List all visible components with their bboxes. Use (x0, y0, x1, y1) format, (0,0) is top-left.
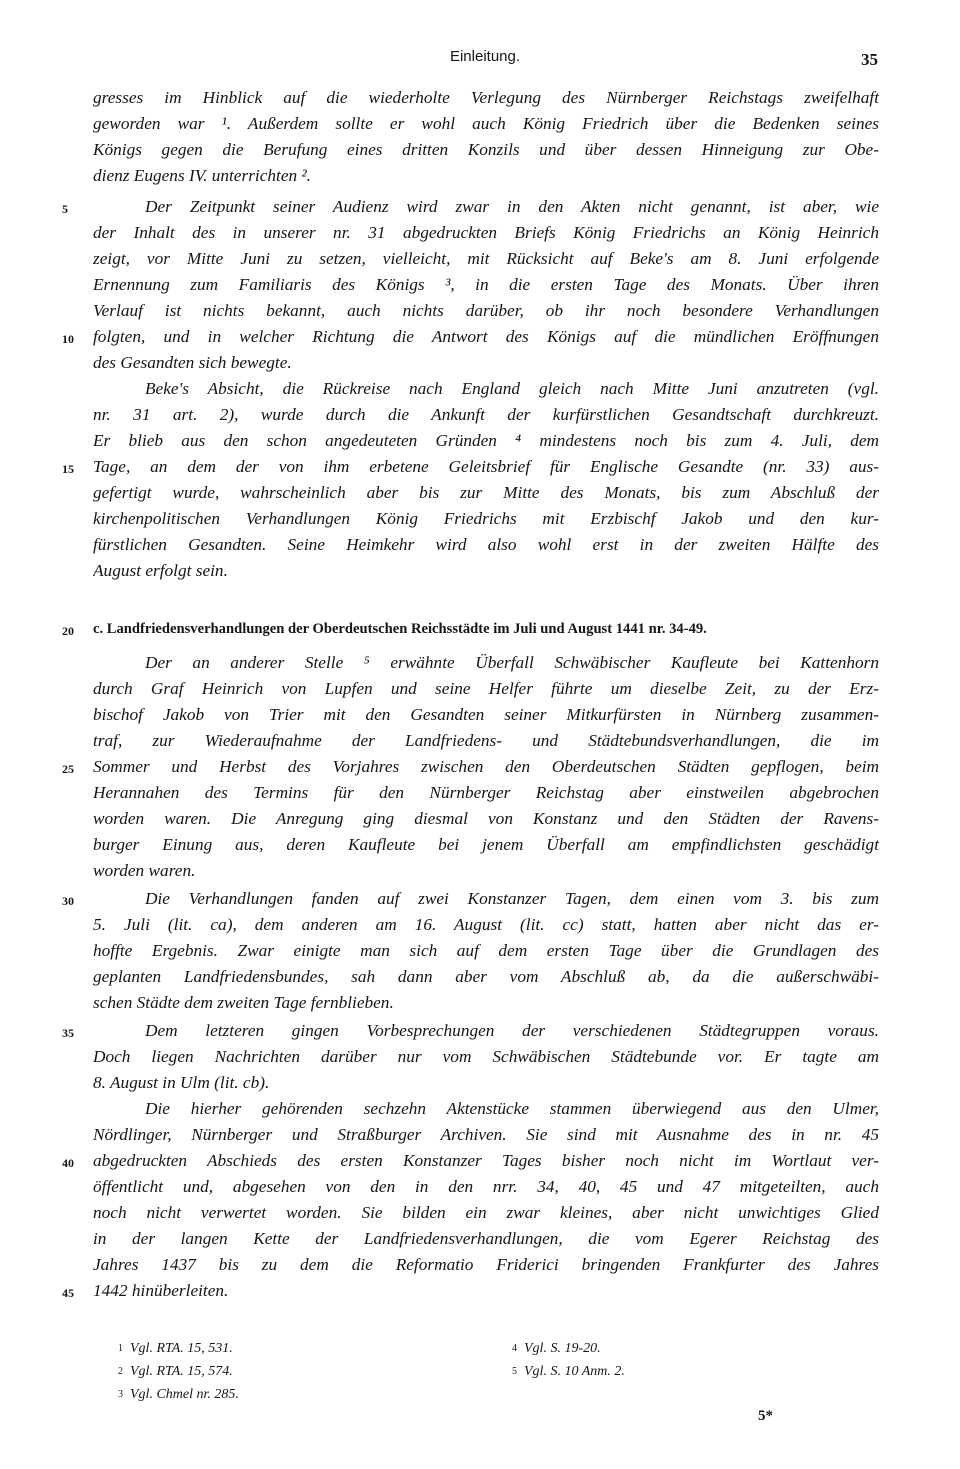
text-line: des Gesandten sich bewegte. (93, 353, 292, 372)
text-line: geplanten Landfriedensbundes, sah dann aber vom Abschluß ab, da die außerschwäbi- (93, 967, 879, 986)
text-line: geworden war ¹. Außerdem sollte er wohl auch König Friedrich über die Bedenken seines (93, 114, 879, 133)
line-number: 20 (62, 624, 74, 638)
footnote-text: Vgl. S. 19-20. (524, 1341, 601, 1356)
line-number: 30 (62, 894, 74, 908)
text-line: dienz Eugens IV. unterrichten ². (93, 166, 311, 185)
text-line: bischof Jakob von Trier mit den Gesandten seiner Mitkurfürsten in Nürnberg zusammen- (93, 705, 879, 724)
text-line: Dem letzteren gingen Vorbesprechungen der verschiedenen Städtegruppen voraus. (145, 1021, 879, 1040)
text-line: Der an anderer Stelle ⁵ erwähnte Überfall Schwäbischer Kaufleute bei Kattenhorn (145, 653, 879, 672)
footnote-mark: 4 (512, 1343, 517, 1354)
page-header (90, 46, 880, 70)
section-heading: c. Landfriedensverhandlungen der Oberdeutschen Reichsstädte im Juli und August 1441 nr. 34-49. (93, 621, 707, 637)
text-line: worden waren. (93, 861, 196, 880)
footnote (118, 1339, 233, 1359)
text-line: folgten, und in welcher Richtung die Antwort des Königs auf die mündlichen Eröffnungen (93, 327, 879, 346)
text-line: Die Verhandlungen fanden auf zwei Konstanzer Tagen, dem einen vom 3. bis zum (145, 889, 879, 908)
footnote (118, 1362, 233, 1382)
footnote (512, 1339, 601, 1359)
text-line: zeigt, vor Mitte Juni zu setzen, vielleicht, mit Rücksicht auf Beke's am 8. Juni erfolgende (93, 249, 879, 268)
text-line: öffentlicht und, abgesehen von den in den nrr. 34, 40, 45 und 47 mitgeteilten, auch (93, 1177, 879, 1196)
footnote-mark: 3 (118, 1389, 123, 1400)
line-number: 40 (62, 1156, 74, 1170)
text-line: abgedruckten Abschieds des ersten Konstanzer Tages bisher noch nicht im Wortlaut ver- (93, 1151, 879, 1170)
text-line: 1442 hinüberleiten. (93, 1281, 229, 1300)
text-line: Sommer und Herbst des Vorjahres zwischen den Oberdeutschen Städten gepflogen, beim (93, 757, 879, 776)
text-line: Doch liegen Nachrichten darüber nur vom Schwäbischen Städtebunde vor. Er tagte am (93, 1047, 879, 1066)
text-line: Beke's Absicht, die Rückreise nach England gleich nach Mitte Juni anzutreten (vgl. (145, 379, 879, 398)
line-number: 10 (62, 332, 74, 346)
text-line: burger Einung aus, deren Kaufleute bei jenem Überfall am empfindlichsten geschädigt (93, 835, 879, 854)
text-line: Verlauf ist nichts bekannt, auch nichts darüber, ob ihr noch besondere Verhandlungen (93, 301, 879, 320)
text-line: worden waren. Die Anregung ging diesmal von Konstanz und den Städten der Ravens- (93, 809, 879, 828)
footnote-mark: 2 (118, 1366, 123, 1377)
footnote-text: Vgl. RTA. 15, 574. (130, 1364, 233, 1379)
text-line: hoffte Ergebnis. Zwar einigte man sich auf dem ersten Tage über die Grundlagen des (93, 941, 879, 960)
text-line: Tage, an dem der von ihm erbetene Geleitsbrief für Englische Gesandte (nr. 33) aus- (93, 457, 879, 476)
line-number: 35 (62, 1026, 74, 1040)
footnote-text: Vgl. Chmel nr. 285. (130, 1387, 239, 1402)
text-line: Jahres 1437 bis zu dem die Reformatio Friderici bringenden Frankfurter des Jahres (93, 1255, 879, 1274)
text-line: traf, zur Wiederaufnahme der Landfriedens- und Städtebundsverhandlungen, die im (93, 731, 879, 750)
text-line: nr. 31 art. 2), wurde durch die Ankunft der kurfürstlichen Gesandtschaft durchkreuzt. (93, 405, 879, 424)
text-line: 8. August in Ulm (lit. cb). (93, 1073, 270, 1092)
text-line: der Inhalt des in unserer nr. 31 abgedruckten Briefs König Friedrichs an König Heinrich (93, 223, 879, 242)
page-number: 35 (861, 50, 878, 69)
text-line: fürstlichen Gesandten. Seine Heimkehr wird also wohl erst in der zweiten Hälfte des (93, 535, 879, 554)
line-number: 5 (62, 202, 68, 216)
footnote-mark: 1 (118, 1343, 123, 1354)
text-line: in der langen Kette der Landfriedensverhandlungen, die vom Egerer Reichstag des (93, 1229, 879, 1248)
footnote-mark: 5 (512, 1366, 517, 1377)
text-line: 5. Juli (lit. ca), dem anderen am 16. August (lit. cc) statt, hatten aber nicht das er- (93, 915, 879, 934)
text-line: kirchenpolitischen Verhandlungen König Friedrichs mit Erzbischf Jakob und den kur- (93, 509, 879, 528)
text-line: noch nicht verwertet worden. Sie bilden ein zwar kleines, aber nicht unwichtiges Glied (93, 1203, 879, 1222)
text-line: Die hierher gehörenden sechzehn Aktenstücke stammen überwiegend aus den Ulmer, (145, 1099, 879, 1118)
footnote-text: Vgl. S. 10 Anm. 2. (524, 1364, 625, 1379)
text-line: Ernennung zum Familiaris des Königs ³, in die ersten Tage des Monats. Über ihren (93, 275, 879, 294)
text-line: gefertigt wurde, wahrscheinlich aber bis zur Mitte des Monats, bis zum Abschluß der (93, 483, 879, 502)
text-line: durch Graf Heinrich von Lupfen und seine Helfer führte um dieselbe Zeit, zu der Erz- (93, 679, 879, 698)
footnote (512, 1362, 625, 1382)
text-line: gresses im Hinblick auf die wiederholte Verlegung des Nürnberger Reichstags zweifelhaft (93, 88, 879, 107)
signature-mark: 5* (758, 1408, 773, 1424)
text-line: Nördlinger, Nürnberger und Straßburger Archiven. Sie sind mit Ausnahme des in nr. 45 (93, 1125, 879, 1144)
line-number: 25 (62, 762, 74, 776)
text-line: Herannahen des Termins für den Nürnberger Reichstag aber einstweilen abgebrochen (93, 783, 879, 802)
line-number: 45 (62, 1286, 74, 1300)
text-line: Er blieb aus den schon angedeuteten Gründen ⁴ mindestens noch bis zum 4. Juli, dem (93, 431, 879, 450)
footnote (118, 1385, 239, 1405)
text-line: schen Städte dem zweiten Tage fernblieben. (93, 993, 394, 1012)
running-title: Einleitung. (449, 48, 521, 65)
text-line: Der Zeitpunkt seiner Audienz wird zwar in den Akten nicht genannt, ist aber, wie (145, 197, 879, 216)
text-line: Königs gegen die Berufung eines dritten Konzils und über dessen Hinneigung zur Obe- (93, 140, 879, 159)
footnote-text: Vgl. RTA. 15, 531. (130, 1341, 233, 1356)
line-number: 15 (62, 462, 74, 476)
text-line: August erfolgt sein. (93, 561, 228, 580)
